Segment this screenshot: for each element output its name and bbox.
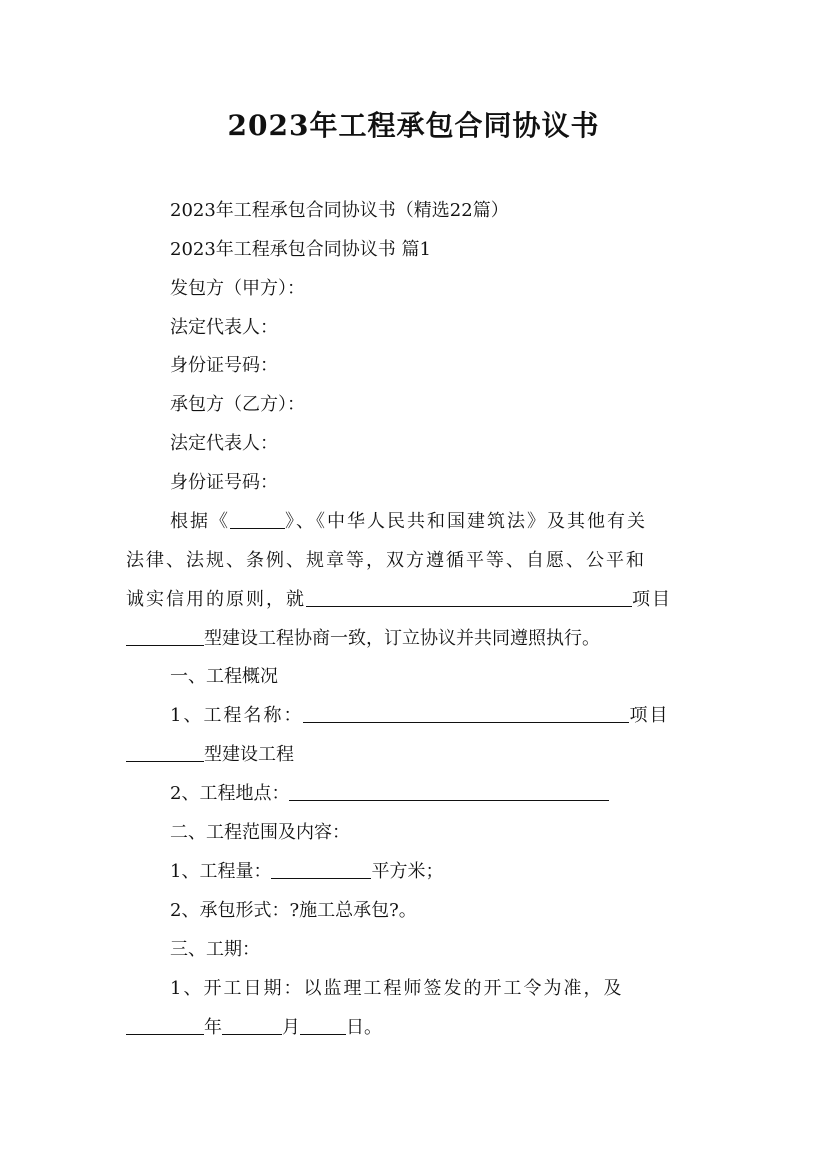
text-fragment: 》、《中华人民共和国建筑法》及其他有关 — [285, 511, 647, 532]
text-fragment: 根据《 — [170, 511, 230, 532]
paragraph-line — [126, 627, 600, 651]
section-heading: 二、工程范围及内容： — [170, 822, 350, 843]
paragraph-line: 法律、法规、条例、规章等，双方遵循平等、自愿、公平和 — [126, 550, 646, 571]
item-line — [126, 743, 294, 767]
section-heading: 三、工期： — [170, 939, 260, 960]
text-fragment: 型建设工程 — [204, 744, 294, 765]
blank-underline — [300, 1016, 346, 1035]
blank-underline — [126, 1016, 204, 1035]
text-fragment: 诚实信用的原则，就 — [126, 589, 306, 610]
blank-underline — [126, 743, 204, 762]
party-b-label: 承包方（乙方）： — [170, 394, 305, 415]
section-heading: 2023年工程承包合同协议书 篇1 — [170, 239, 431, 260]
text-fragment: 项目 — [632, 589, 672, 610]
day-label: 日。 — [346, 1017, 382, 1038]
blank-underline — [230, 510, 285, 529]
blank-underline — [222, 1016, 282, 1035]
text-fragment: 项目 — [629, 705, 670, 726]
date-line — [126, 1016, 382, 1040]
month-label: 月 — [282, 1017, 300, 1038]
item-line: 1、开工日期：以监理工程师签发的开工令为准，及 — [170, 978, 624, 999]
blank-underline — [306, 588, 632, 607]
blank-underline — [289, 782, 609, 801]
party-a-id-label: 身份证号码： — [170, 355, 278, 376]
year-label: 年 — [204, 1017, 222, 1038]
party-b-rep-label: 法定代表人： — [170, 433, 278, 454]
paragraph-line — [170, 510, 647, 534]
party-a-rep-label: 法定代表人： — [170, 317, 278, 338]
text-fragment: 平方米； — [371, 861, 444, 882]
party-a-label: 发包方（甲方）： — [170, 278, 305, 299]
doc-title: 2023年工程承包合同协议书 — [227, 109, 600, 142]
party-b-id-label: 身份证号码： — [170, 472, 278, 493]
item-line — [170, 704, 669, 728]
item-line: 2、承包形式：?施工总承包?。 — [170, 900, 417, 921]
blank-underline — [303, 704, 629, 723]
text-fragment: 型建设工程协商一致，订立协议并共同遵照执行。 — [204, 628, 600, 649]
item-line — [170, 782, 609, 806]
text-fragment: 2、工程地点： — [170, 783, 290, 804]
blank-underline — [271, 860, 371, 879]
subtitle-line: 2023年工程承包合同协议书（精选22篇） — [170, 200, 509, 221]
blank-underline — [126, 627, 204, 646]
section-heading: 一、工程概况 — [170, 666, 278, 687]
item-line — [170, 860, 443, 884]
text-fragment: 1、工程名称： — [170, 705, 304, 726]
text-fragment: 1、工程量： — [170, 861, 272, 882]
paragraph-line — [126, 588, 672, 612]
